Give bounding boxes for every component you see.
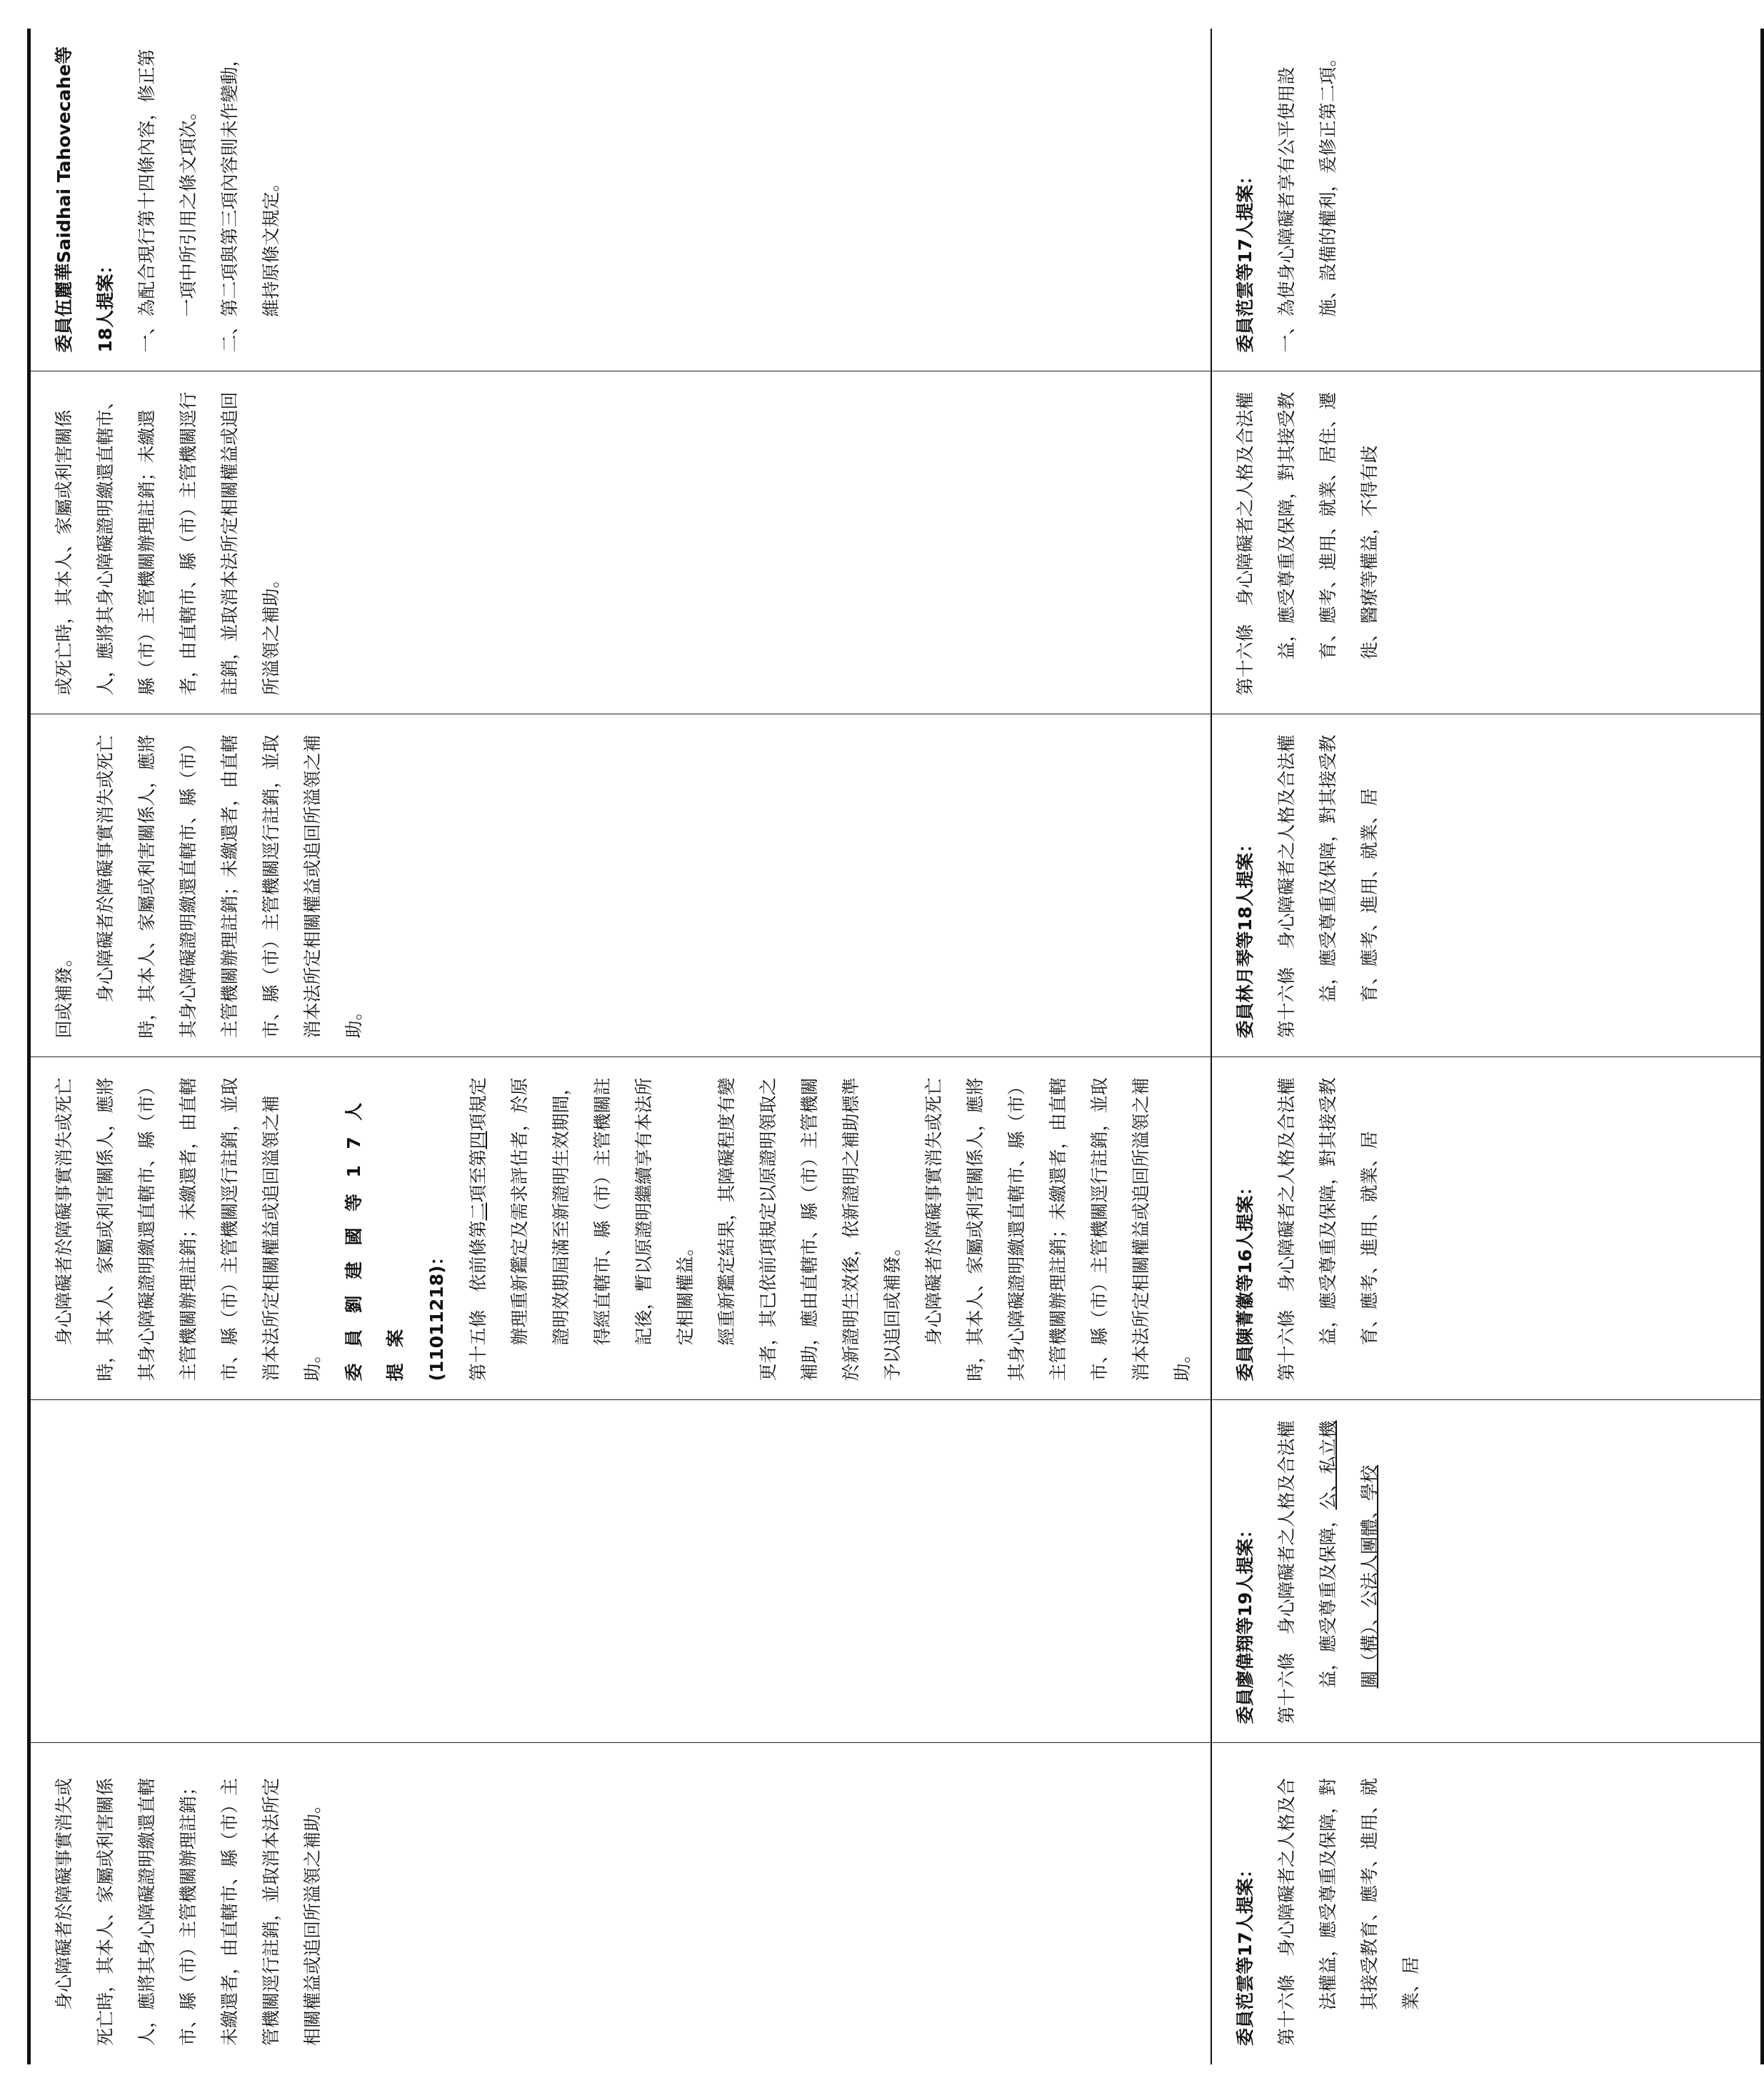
- paragraph: 經重新鑑定結果，其障礙程度有變更者，其已依前項規定以原證明領取之補助，應由直轄市、縣（市）主管機關於新證明生效後，依新證明之補助標準予以追回或補發。: [716, 1077, 903, 1382]
- cell-upper-2: [29, 1400, 1212, 1743]
- cell-upper-5: [29, 371, 1212, 714]
- paragraph: 身心障礙者於障礙事實消失或死亡時，其本人、家屬或利害關係人，應將其身心障礙證明繳還直轄市、縣（市）主管機關辦理註銷；未繳還者，由直轄市、縣（市）主管機關逕行註銷，並取消本法所定相關權益或追回所溢領之補助。: [923, 1077, 1193, 1382]
- article-text: 項至第: [468, 1149, 488, 1203]
- cell-lower-1: [1211, 1743, 1763, 2064]
- proposal-heading: 委員范雲等17人提案：: [1235, 166, 1256, 353]
- article-text: 第十六條 身心障礙者之人格及合法權益，應受尊重及保障，: [1276, 1420, 1338, 1724]
- cell-upper-1: [29, 1743, 1212, 2064]
- cell-lower-5: [1211, 371, 1763, 714]
- cell-lower-6: [1211, 29, 1763, 371]
- explanation-item: 二、第二項與第三項內容則未作變動，維持原條文規定。: [219, 49, 281, 353]
- article-15: [458, 1075, 706, 1382]
- paragraph: 或死亡時，其本人、家屬或利害關係人，應將其身心障礙證明繳還直轄市、縣（市）主管機關辦理註銷；未繳還者，由直轄市、縣（市）主管機關逕行註銷，並取消本法所定相關權益或追回所溢領之補助。: [54, 391, 281, 696]
- article-text: 項規定辦理重新鑑定及需求評估者，於原證明效期屆滿至新證明生效期間，得經直轄市、縣（市）主管機關註記後，暫以原證明繼續享有本法所定相關權益。: [468, 1077, 696, 1346]
- table-row-upper: [29, 29, 1212, 2064]
- article-16: 第十六條 身心障礙者之人格及合法權益，應受尊重及保障，對其接受教育、應考、進用、就業、居: [1276, 1077, 1380, 1382]
- amended-text: 四: [468, 1131, 488, 1149]
- article-16: 第十六條 身心障礙者之人格及合法權益，應受尊重及保障，對其接受教育、應考、進用、就業、居: [1276, 734, 1380, 1039]
- cell-lower-3: [1211, 1057, 1763, 1400]
- paragraph: 身心障礙者於障礙事實消失或死亡時，其本人、家屬或利害關係人，應將其身心障礙證明繳還直轄市、縣（市）主管機關辦理註銷；未繳還者，由直轄市、縣（市）主管機關逕行註銷，並取消本法所定相關權益或追回溢領之補助。: [54, 1077, 323, 1382]
- proposal-heading: 委員陳菁徽等16人提案：: [1235, 1177, 1256, 1382]
- proposal-heading: 委員伍麗華Saidhai Tahovecahe等18人提案：: [54, 46, 116, 353]
- cell-upper-3: [29, 1057, 1212, 1400]
- proposal-heading: 委員廖偉翔等19人提案：: [1235, 1520, 1256, 1724]
- article-16: 第十六條 身心障礙者之人格及合法權益，應受尊重及保障，對其接受教育、應考、進用、就業、居: [1276, 1777, 1421, 2046]
- cell-upper-4: [29, 714, 1212, 1057]
- table-row-lower: [1211, 29, 1763, 2064]
- cell-upper-6: [29, 29, 1212, 371]
- article-text: 第十五條 依前條第: [468, 1220, 488, 1382]
- amended-text: 公、私立機關（構）、公法人團體、學校: [1318, 1420, 1380, 1689]
- cell-lower-4: [1211, 714, 1763, 1057]
- proposal-heading: 委員林月琴等18人提案：: [1235, 834, 1256, 1039]
- proposal-heading: 委員范雲等17人提案：: [1235, 1860, 1256, 2046]
- paragraph: 回或補發。: [54, 949, 74, 1039]
- article-16: [1266, 1418, 1390, 1724]
- proposal-number: (11011218)：: [426, 1247, 447, 1382]
- explanation-item: 一、為配合現行第十四條內容，修正第一項中所引用之條文項次。: [136, 49, 199, 353]
- article-16: 第十六條 身心障礙者之人格及合法權益，應受尊重及保障，對其接受教育、應考、進用、就業、居住、遷徙、醫療等權益，不得有歧: [1235, 391, 1380, 696]
- explanation-item: 一、為使身心障礙者享有公平使用設施、設備的權利，爰修正第二項。: [1276, 49, 1338, 353]
- paragraph: 身心障礙者於障礙事實消失或死亡時，其本人、家屬或利害關係人，應將其身心障礙證明繳還直轄市、縣（市）主管機關辦理註銷；未繳還者，由直轄市、縣（市）主管機關逕行註銷，並取消本法所定相關權益或追回所溢領之補助。: [95, 734, 364, 1039]
- paragraph: 身心障礙者於障礙事實消失或死亡時，其本人、家屬或利害關係人，應將其身心障礙證明繳還直轄市、縣（市）主管機關辦理註銷；未繳還者，由直轄市、縣（市）主管機關逕行註銷，並取消本法所定相關權益或追回所溢領之補助。: [54, 1777, 323, 2046]
- amended-text: 二: [468, 1202, 488, 1221]
- proposal-heading: 委員劉建國等17人提案: [344, 1087, 406, 1382]
- cell-lower-2: [1211, 1400, 1763, 1743]
- comparison-table: [27, 29, 1764, 2064]
